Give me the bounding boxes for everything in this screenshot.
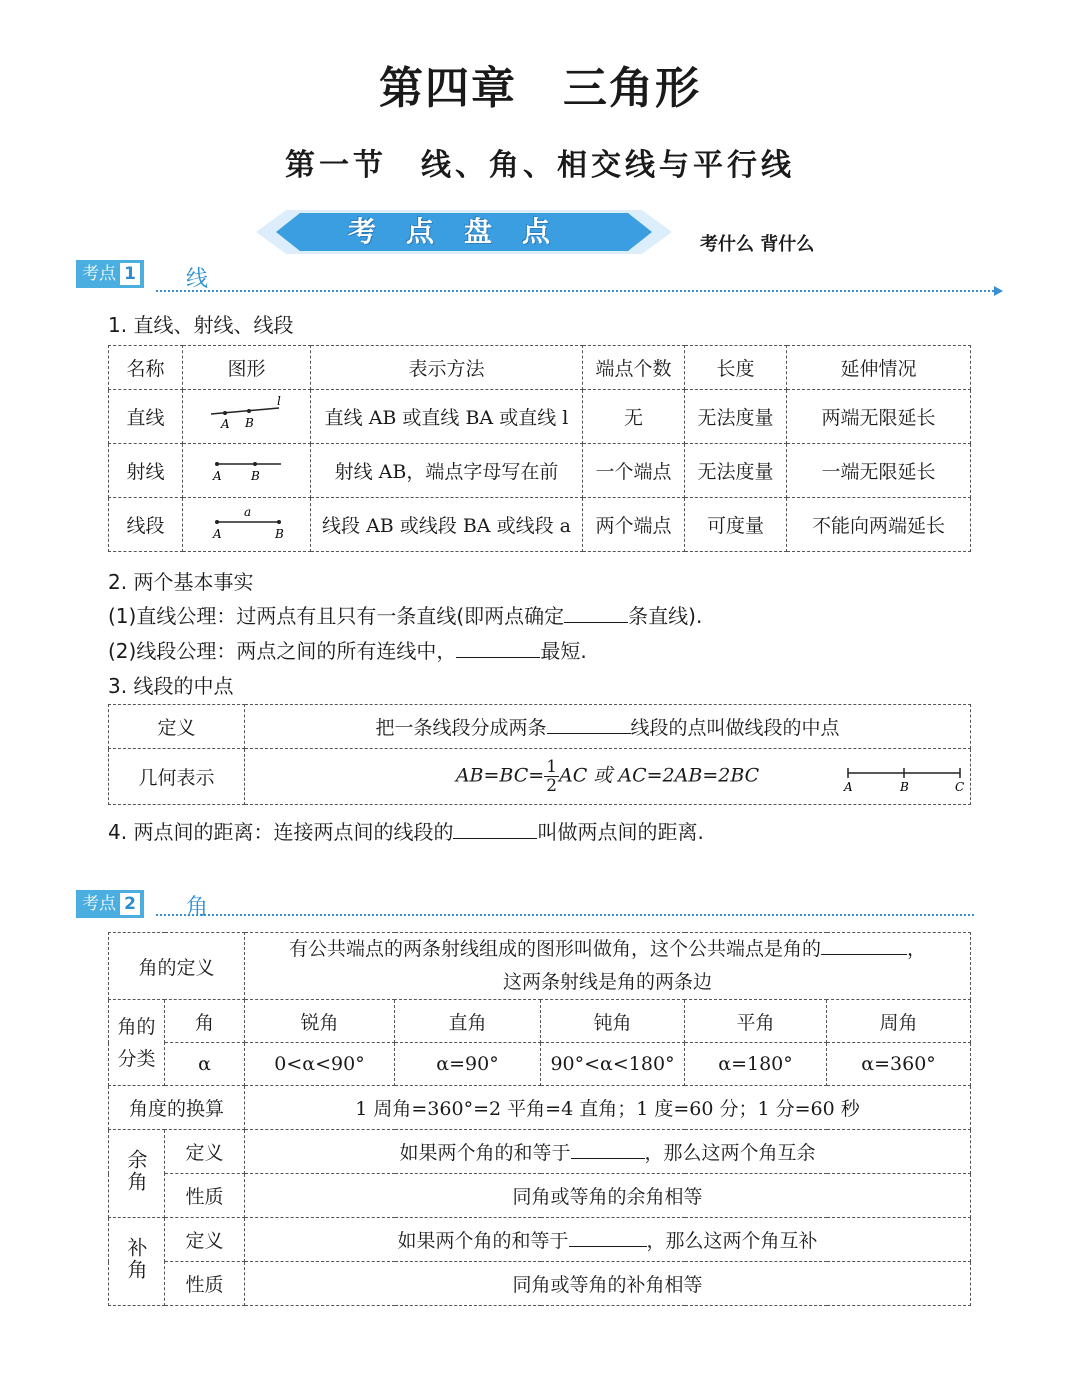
endpoints-cell: 一个端点: [583, 444, 685, 498]
endpoints-cell: 两个端点: [583, 498, 685, 552]
angles-table: [108, 932, 971, 1306]
segment-figure: [183, 498, 311, 552]
angle-def-text: 有公共端点的两条射线组成的图形叫做角，这个公共端点是角的 ， 这两条射线是角的两条边: [245, 933, 971, 1000]
answer-blank[interactable]: [569, 1228, 647, 1247]
fact-text: 条直线).: [628, 604, 703, 628]
class-val-cell: α: [165, 1043, 245, 1086]
header-cell: 长度: [685, 346, 787, 390]
svg-text:B: B: [250, 469, 260, 483]
svg-text:l: l: [276, 396, 281, 408]
extension-cell: 两端无限延长: [787, 390, 971, 444]
table-row: [109, 444, 971, 498]
svg-text:B: B: [274, 527, 284, 540]
table-row: [109, 498, 971, 552]
class-val-cell: 90°<α<180°: [541, 1043, 685, 1086]
answer-blank[interactable]: [547, 715, 631, 734]
svg-text:A: A: [212, 527, 222, 540]
table-header-row: [109, 346, 971, 390]
svg-text:C: C: [955, 780, 965, 794]
dotted-divider: [156, 914, 974, 916]
fact-segment-axiom: [108, 635, 587, 664]
svg-text:A: A: [844, 780, 853, 794]
table-row: [109, 749, 971, 805]
row-name: 线段: [109, 498, 183, 552]
header-cell: 表示方法: [311, 346, 583, 390]
table-row: [109, 933, 971, 1000]
kaodian-2-tag: [76, 890, 144, 918]
answer-blank[interactable]: [571, 1140, 645, 1159]
class-val-cell: α=360°: [827, 1043, 971, 1086]
slogan: 考什么 背什么: [700, 234, 815, 255]
midpoint-def-text: 把一条线段分成两条 线段的点叫做线段的中点: [245, 705, 971, 749]
angle-def-label: 角的定义: [109, 933, 245, 1000]
fraction: $\frac{1}{2}$: [546, 757, 558, 796]
answer-blank[interactable]: [453, 820, 537, 839]
answer-blank[interactable]: [456, 639, 540, 658]
fact-text: (2)线段公理：两点之间的所有连线中，: [108, 639, 457, 663]
notation-cell: 直线 AB 或直线 BA 或直线 l: [311, 390, 583, 444]
header-cell: 端点个数: [583, 346, 685, 390]
dotted-divider: [156, 290, 994, 292]
heading-lines: 1. 直线、射线、线段: [108, 313, 294, 337]
table-row: [109, 1218, 971, 1262]
svg-text:B: B: [244, 416, 254, 430]
table-row: [109, 1000, 971, 1043]
class-head-cell: 平角: [685, 1000, 827, 1043]
kaodian-1-tag: [76, 260, 144, 288]
heading-midpoint: 3. 线段的中点: [108, 674, 234, 698]
supplement-def: 如果两个角的和等于 ，那么这两个角互补: [245, 1218, 971, 1262]
fact-text: (1)直线公理：过两点有且只有一条直线(即两点确定: [108, 604, 565, 628]
length-cell: 可度量: [685, 498, 787, 552]
ray-diagram: [207, 450, 287, 486]
midpoint-geo-text: AB=BC= $\frac{1}{2}$ AC 或 AC=2AB=2BC A B C: [245, 749, 971, 805]
midpoint-geo-label: 几何表示: [109, 749, 245, 805]
prop-label: 性质: [165, 1174, 245, 1218]
supplement-prop: 同角或等角的补角相等: [245, 1262, 971, 1306]
angle-conv-text: 1 周角=360°=2 平角=4 直角；1 度=60 分；1 分=60 秒: [245, 1086, 971, 1130]
segment-diagram: [207, 504, 287, 540]
endpoints-cell: 无: [583, 390, 685, 444]
kaodian-number: 1: [120, 263, 140, 285]
class-val-cell: α=180°: [685, 1043, 827, 1086]
heading-facts: 2. 两个基本事实: [108, 570, 254, 594]
kaodian-number: 2: [120, 893, 140, 915]
chapter-title: 第四章 三角形: [379, 63, 701, 114]
distance-definition: 4. 两点间的距离：连接两点间的线段的 叫做两点间的距离.: [108, 820, 704, 844]
midpoint-diagram: [842, 759, 966, 795]
length-cell: 无法度量: [685, 390, 787, 444]
midpoint-def-label: 定义: [109, 705, 245, 749]
banner-title: 考点盘点: [347, 215, 580, 248]
def-label: 定义: [165, 1218, 245, 1262]
lines-table: [108, 345, 971, 552]
length-cell: 无法度量: [685, 444, 787, 498]
class-head-cell: 周角: [827, 1000, 971, 1043]
row-name: 射线: [109, 444, 183, 498]
class-head-cell: 角: [165, 1000, 245, 1043]
notation-cell: 射线 AB，端点字母写在前: [311, 444, 583, 498]
kaodian-tag-label: 考点: [82, 894, 116, 914]
header-cell: 图形: [183, 346, 311, 390]
prop-label: 性质: [165, 1262, 245, 1306]
kaodian-2-label: 角: [186, 895, 209, 920]
table-row: [109, 705, 971, 749]
header-cell: 延伸情况: [787, 346, 971, 390]
line-figure: [183, 390, 311, 444]
class-val-cell: 0<α<90°: [245, 1043, 395, 1086]
svg-text:A: A: [212, 469, 222, 483]
table-row: [109, 1262, 971, 1306]
angle-class-label: 角的分类: [109, 1000, 165, 1086]
answer-blank[interactable]: [821, 936, 907, 955]
svg-text:B: B: [900, 780, 909, 794]
table-row: [109, 1130, 971, 1174]
class-val-cell: α=90°: [395, 1043, 541, 1086]
angle-conv-label: 角度的换算: [109, 1086, 245, 1130]
fact-text: 最短.: [540, 639, 587, 663]
table-row: [109, 1174, 971, 1218]
supplement-label: 补角: [109, 1218, 165, 1306]
answer-blank[interactable]: [564, 604, 628, 623]
table-row: [109, 390, 971, 444]
complement-label: 余角: [109, 1130, 165, 1218]
complement-prop: 同角或等角的余角相等: [245, 1174, 971, 1218]
arrow-icon: [994, 286, 1003, 296]
extension-cell: 一端无限延长: [787, 444, 971, 498]
def-label: 定义: [165, 1130, 245, 1174]
notation-cell: 线段 AB 或线段 BA 或线段 a: [311, 498, 583, 552]
table-row: [109, 1086, 971, 1130]
fact-line-axiom: [108, 600, 702, 629]
class-head-cell: 锐角: [245, 1000, 395, 1043]
kaodian-tag-label: 考点: [82, 264, 116, 284]
row-name: 直线: [109, 390, 183, 444]
complement-def: 如果两个角的和等于 ，那么这两个角互余: [245, 1130, 971, 1174]
midpoint-table: [108, 704, 971, 805]
line-diagram: [207, 396, 287, 432]
kaodian-1-label: 线: [186, 267, 209, 292]
extension-cell: 不能向两端延长: [787, 498, 971, 552]
class-head-cell: 直角: [395, 1000, 541, 1043]
section-title: 第一节 线、角、相交线与平行线: [285, 148, 795, 183]
table-row: [109, 1043, 971, 1086]
class-head-cell: 钝角: [541, 1000, 685, 1043]
header-cell: 名称: [109, 346, 183, 390]
svg-text:A: A: [220, 417, 230, 431]
svg-text:a: a: [243, 505, 251, 519]
ray-figure: [183, 444, 311, 498]
